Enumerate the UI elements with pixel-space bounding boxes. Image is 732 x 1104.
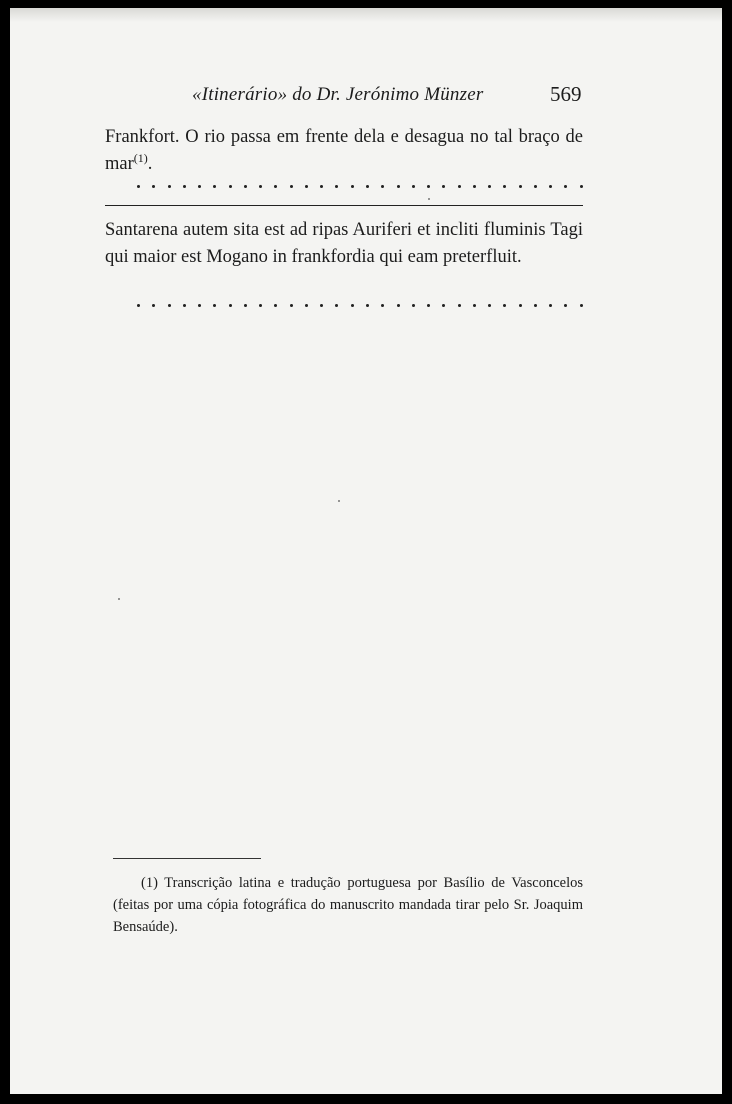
page-number: 569	[550, 82, 582, 106]
portuguese-text: Frankfort. O rio passa em frente dela e desagua no tal braço de mar	[105, 127, 583, 174]
section-divider	[105, 205, 583, 206]
footnote	[113, 872, 583, 938]
footnote-divider	[113, 858, 261, 859]
book-page	[10, 8, 722, 1094]
page-header	[10, 82, 722, 112]
running-title: «Itinerário» do Dr. Jerónimo Münzer	[192, 84, 484, 105]
ellipsis-dots	[137, 300, 583, 310]
latin-paragraph: Santarena autem sita est ad ripas Auriferi et incliti fluminis Tagi qui maior est Mogano in frankfordia qui eam preterfluit.	[105, 220, 583, 267]
footnote-marker: (1)	[141, 875, 158, 891]
portuguese-paragraph	[105, 124, 583, 178]
ellipsis-dots	[137, 181, 583, 191]
footnote-reference: (1)	[133, 150, 148, 165]
paragraph-end: .	[147, 154, 153, 174]
footnote-text: Transcrição latina e tradução portuguesa por Basílio de Vasconcelos (feitas por uma cópia fotográfica do manuscrito mandada tirar pelo Sr. Joaquim Bensaúde).	[113, 875, 583, 935]
